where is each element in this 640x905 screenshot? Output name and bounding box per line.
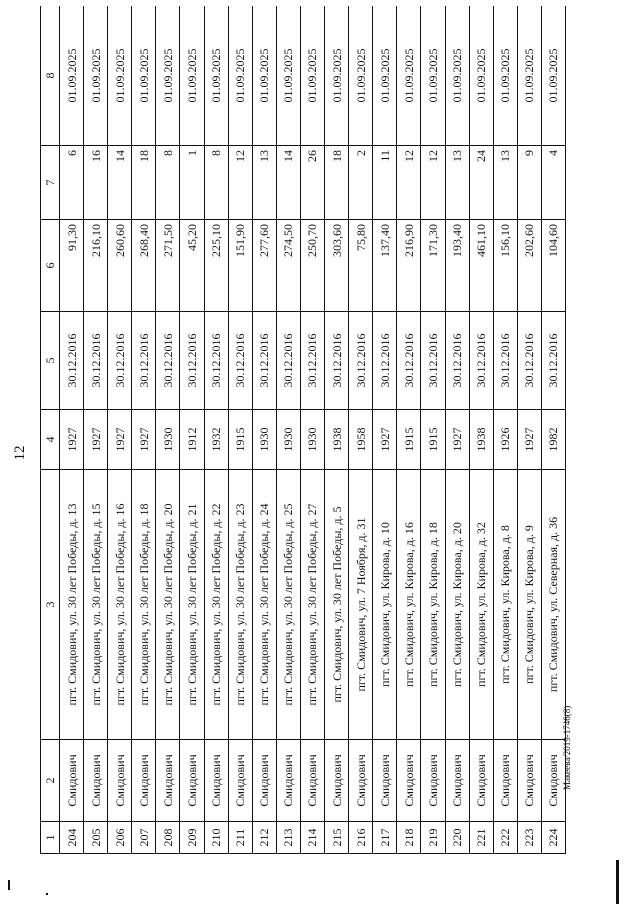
cell-deadline: 01.09.2025: [180, 6, 204, 146]
cell-count: 24: [469, 146, 493, 220]
cell-deadline: 01.09.2025: [252, 6, 276, 146]
cell-count: 18: [132, 146, 156, 220]
table-row: [60, 6, 84, 854]
table-row: [421, 6, 445, 854]
cell-address: пгт. Смидович, ул. Кирова, д. 16: [397, 470, 421, 740]
cell-year: 1927: [60, 410, 84, 470]
cell-settlement: Смидович: [156, 740, 180, 822]
cell-date: 30.12.2016: [60, 312, 84, 410]
cell-date: 30.12.2016: [300, 312, 324, 410]
cell-address: пгт. Смидович, ул. 30 лет Победы, д. 18: [132, 470, 156, 740]
cell-settlement: Смидович: [325, 740, 349, 822]
cell-year: 1938: [469, 410, 493, 470]
cell-date: 30.12.2016: [276, 312, 300, 410]
column-header: 7: [41, 146, 60, 220]
table-row: [276, 6, 300, 854]
table-row: [445, 6, 469, 854]
cell-settlement: Смидович: [228, 740, 252, 822]
register-table: [40, 6, 566, 854]
cell-settlement: Смидович: [421, 740, 445, 822]
cell-deadline: 01.09.2025: [276, 6, 300, 146]
cell-number: 222: [493, 822, 517, 854]
cell-address: пгт. Смидович, ул. 30 лет Победы, д. 5: [325, 470, 349, 740]
cell-deadline: 01.09.2025: [156, 6, 180, 146]
table-row: [204, 6, 228, 854]
cell-deadline: 01.09.2025: [445, 6, 469, 146]
cell-number: 206: [108, 822, 132, 854]
cell-address: пгт. Смидович, ул. Кирова, д. 32: [469, 470, 493, 740]
table-row: [252, 6, 276, 854]
cell-area: 156,10: [493, 220, 517, 312]
cell-deadline: 01.09.2025: [373, 6, 397, 146]
cell-area: 137,40: [373, 220, 397, 312]
cell-deadline: 01.09.2025: [300, 6, 324, 146]
cell-count: 12: [397, 146, 421, 220]
cell-date: 30.12.2016: [445, 312, 469, 410]
table-row: [156, 6, 180, 854]
cell-area: 271,50: [156, 220, 180, 312]
cell-address: пгт. Смидович, ул. 30 лет Победы, д. 23: [228, 470, 252, 740]
column-header: 6: [41, 220, 60, 312]
cell-year: 1927: [108, 410, 132, 470]
cell-address: пгт. Смидович, ул. 30 лет Победы, д. 27: [300, 470, 324, 740]
cell-date: 30.12.2016: [541, 312, 565, 410]
table-row: [300, 6, 324, 854]
cell-year: 1982: [541, 410, 565, 470]
cell-area: 171,30: [421, 220, 445, 312]
cell-settlement: Смидович: [84, 740, 108, 822]
cell-area: 193,40: [445, 220, 469, 312]
cell-area: 75,80: [349, 220, 373, 312]
cell-deadline: 01.09.2025: [325, 6, 349, 146]
cell-year: 1927: [84, 410, 108, 470]
cell-area: 151,90: [228, 220, 252, 312]
column-header: 3: [41, 470, 60, 740]
cell-year: 1927: [517, 410, 541, 470]
column-header: 8: [41, 6, 60, 146]
table-row: [397, 6, 421, 854]
cell-number: 216: [349, 822, 373, 854]
cell-address: пгт. Смидович, ул. Кирова, д. 8: [493, 470, 517, 740]
cell-settlement: Смидович: [349, 740, 373, 822]
cell-date: 30.12.2016: [132, 312, 156, 410]
cell-count: 12: [228, 146, 252, 220]
cell-year: 1915: [228, 410, 252, 470]
cell-date: 30.12.2016: [108, 312, 132, 410]
cell-count: 1: [180, 146, 204, 220]
cell-date: 30.12.2016: [373, 312, 397, 410]
cell-year: 1912: [180, 410, 204, 470]
cell-year: 1927: [445, 410, 469, 470]
cell-deadline: 01.09.2025: [421, 6, 445, 146]
cell-address: пгт. Смидович, ул. 30 лет Победы, д. 22: [204, 470, 228, 740]
cell-settlement: Смидович: [373, 740, 397, 822]
cell-date: 30.12.2016: [421, 312, 445, 410]
cell-year: 1930: [156, 410, 180, 470]
cell-number: 217: [373, 822, 397, 854]
page-number: 12: [12, 445, 28, 461]
table-row: [84, 6, 108, 854]
cell-address: пгт. Смидович, ул. Кирова, д. 18: [421, 470, 445, 740]
cell-deadline: 01.09.2025: [517, 6, 541, 146]
cell-number: 215: [325, 822, 349, 854]
cell-deadline: 01.09.2025: [108, 6, 132, 146]
cell-deadline: 01.09.2025: [349, 6, 373, 146]
cell-settlement: Смидович: [60, 740, 84, 822]
cell-number: 213: [276, 822, 300, 854]
cell-number: 219: [421, 822, 445, 854]
table-container: [40, 6, 566, 854]
cell-count: 14: [108, 146, 132, 220]
cell-settlement: Смидович: [300, 740, 324, 822]
cell-number: 209: [180, 822, 204, 854]
cell-year: 1927: [132, 410, 156, 470]
cell-deadline: 01.09.2025: [228, 6, 252, 146]
cell-count: 11: [373, 146, 397, 220]
cell-date: 30.12.2016: [349, 312, 373, 410]
cell-address: пгт. Смидович, ул. 30 лет Победы, д. 15: [84, 470, 108, 740]
cell-count: 8: [204, 146, 228, 220]
cell-count: 6: [60, 146, 84, 220]
cell-deadline: 01.09.2025: [541, 6, 565, 146]
cell-count: 18: [325, 146, 349, 220]
cell-number: 208: [156, 822, 180, 854]
cell-settlement: Смидович: [252, 740, 276, 822]
cell-deadline: 01.09.2025: [204, 6, 228, 146]
cell-number: 214: [300, 822, 324, 854]
cell-year: 1930: [252, 410, 276, 470]
cell-count: 13: [493, 146, 517, 220]
cell-number: 221: [469, 822, 493, 854]
table-row: [469, 6, 493, 854]
scan-mark: [46, 893, 48, 895]
cell-area: 303,60: [325, 220, 349, 312]
cell-date: 30.12.2016: [325, 312, 349, 410]
cell-area: 91,30: [60, 220, 84, 312]
cell-settlement: Смидович: [397, 740, 421, 822]
cell-area: 268,40: [132, 220, 156, 312]
table-row: [325, 6, 349, 854]
cell-count: 13: [252, 146, 276, 220]
cell-deadline: 01.09.2025: [132, 6, 156, 146]
cell-number: 212: [252, 822, 276, 854]
cell-date: 30.12.2016: [180, 312, 204, 410]
cell-year: 1915: [421, 410, 445, 470]
cell-area: 274,50: [276, 220, 300, 312]
cell-address: пгт. Смидович, ул. 30 лет Победы, д. 25: [276, 470, 300, 740]
scan-mark: [616, 860, 619, 904]
cell-year: 1930: [276, 410, 300, 470]
cell-count: 4: [541, 146, 565, 220]
cell-area: 216,10: [84, 220, 108, 312]
table-row: [132, 6, 156, 854]
cell-address: пгт. Смидович, ул. 30 лет Победы, д. 16: [108, 470, 132, 740]
document-code: Макеева/2019-1746(8): [562, 705, 572, 790]
cell-area: 104,60: [541, 220, 565, 312]
cell-number: 210: [204, 822, 228, 854]
cell-address: пгт. Смидович, ул. 30 лет Победы, д. 21: [180, 470, 204, 740]
cell-settlement: Смидович: [204, 740, 228, 822]
header-row: [41, 6, 60, 854]
cell-number: 205: [84, 822, 108, 854]
cell-year: 1958: [349, 410, 373, 470]
cell-address: пгт. Смидович, ул. Кирова, д. 10: [373, 470, 397, 740]
cell-deadline: 01.09.2025: [84, 6, 108, 146]
cell-count: 2: [349, 146, 373, 220]
cell-date: 30.12.2016: [228, 312, 252, 410]
cell-settlement: Смидович: [493, 740, 517, 822]
cell-date: 30.12.2016: [517, 312, 541, 410]
cell-deadline: 01.09.2025: [493, 6, 517, 146]
column-header: 2: [41, 740, 60, 822]
cell-address: пгт. Смидович, ул. 30 лет Победы, д. 24: [252, 470, 276, 740]
cell-address: пгт. Смидович, ул. Кирова, д. 9: [517, 470, 541, 740]
cell-area: 45,20: [180, 220, 204, 312]
table-row: [373, 6, 397, 854]
cell-settlement: Смидович: [132, 740, 156, 822]
cell-address: пгт. Смидович, ул. 7 Ноября, д. 31: [349, 470, 373, 740]
cell-address: пгт. Смидович, ул. 30 лет Победы, д. 20: [156, 470, 180, 740]
cell-count: 14: [276, 146, 300, 220]
cell-area: 461,10: [469, 220, 493, 312]
cell-settlement: Смидович: [276, 740, 300, 822]
cell-deadline: 01.09.2025: [397, 6, 421, 146]
cell-number: 223: [517, 822, 541, 854]
cell-settlement: Смидович: [108, 740, 132, 822]
column-header: 1: [41, 822, 60, 854]
cell-area: 225,10: [204, 220, 228, 312]
cell-settlement: Смидович: [180, 740, 204, 822]
cell-count: 9: [517, 146, 541, 220]
table-row: [517, 6, 541, 854]
cell-year: 1926: [493, 410, 517, 470]
table-row: [108, 6, 132, 854]
cell-number: 204: [60, 822, 84, 854]
column-header: 5: [41, 312, 60, 410]
cell-number: 218: [397, 822, 421, 854]
table-row: [349, 6, 373, 854]
cell-date: 30.12.2016: [84, 312, 108, 410]
cell-settlement: Смидович: [445, 740, 469, 822]
cell-deadline: 01.09.2025: [469, 6, 493, 146]
cell-area: 260,60: [108, 220, 132, 312]
cell-year: 1932: [204, 410, 228, 470]
cell-number: 224: [541, 822, 565, 854]
cell-count: 13: [445, 146, 469, 220]
table-row: [493, 6, 517, 854]
cell-area: 216,90: [397, 220, 421, 312]
cell-area: 250,70: [300, 220, 324, 312]
cell-date: 30.12.2016: [493, 312, 517, 410]
column-header: 4: [41, 410, 60, 470]
cell-number: 207: [132, 822, 156, 854]
cell-count: 16: [84, 146, 108, 220]
cell-date: 30.12.2016: [204, 312, 228, 410]
table-row: [180, 6, 204, 854]
cell-date: 30.12.2016: [469, 312, 493, 410]
scan-mark: [8, 880, 10, 890]
cell-settlement: Смидович: [517, 740, 541, 822]
cell-address: пгт. Смидович, ул. 30 лет Победы, д. 13: [60, 470, 84, 740]
cell-date: 30.12.2016: [156, 312, 180, 410]
cell-count: 26: [300, 146, 324, 220]
cell-area: 277,60: [252, 220, 276, 312]
table-row: [228, 6, 252, 854]
cell-year: 1927: [373, 410, 397, 470]
cell-count: 12: [421, 146, 445, 220]
cell-year: 1930: [300, 410, 324, 470]
cell-number: 220: [445, 822, 469, 854]
cell-count: 8: [156, 146, 180, 220]
cell-date: 30.12.2016: [252, 312, 276, 410]
cell-year: 1915: [397, 410, 421, 470]
cell-settlement: Смидович: [469, 740, 493, 822]
cell-address: пгт. Смидович, ул. Северная, д. 36: [541, 470, 565, 740]
cell-date: 30.12.2016: [397, 312, 421, 410]
cell-deadline: 01.09.2025: [60, 6, 84, 146]
cell-year: 1938: [325, 410, 349, 470]
cell-area: 202,60: [517, 220, 541, 312]
cell-settlement: Смидович: [541, 740, 565, 822]
cell-address: пгт. Смидович, ул. Кирова, д. 20: [445, 470, 469, 740]
cell-number: 211: [228, 822, 252, 854]
